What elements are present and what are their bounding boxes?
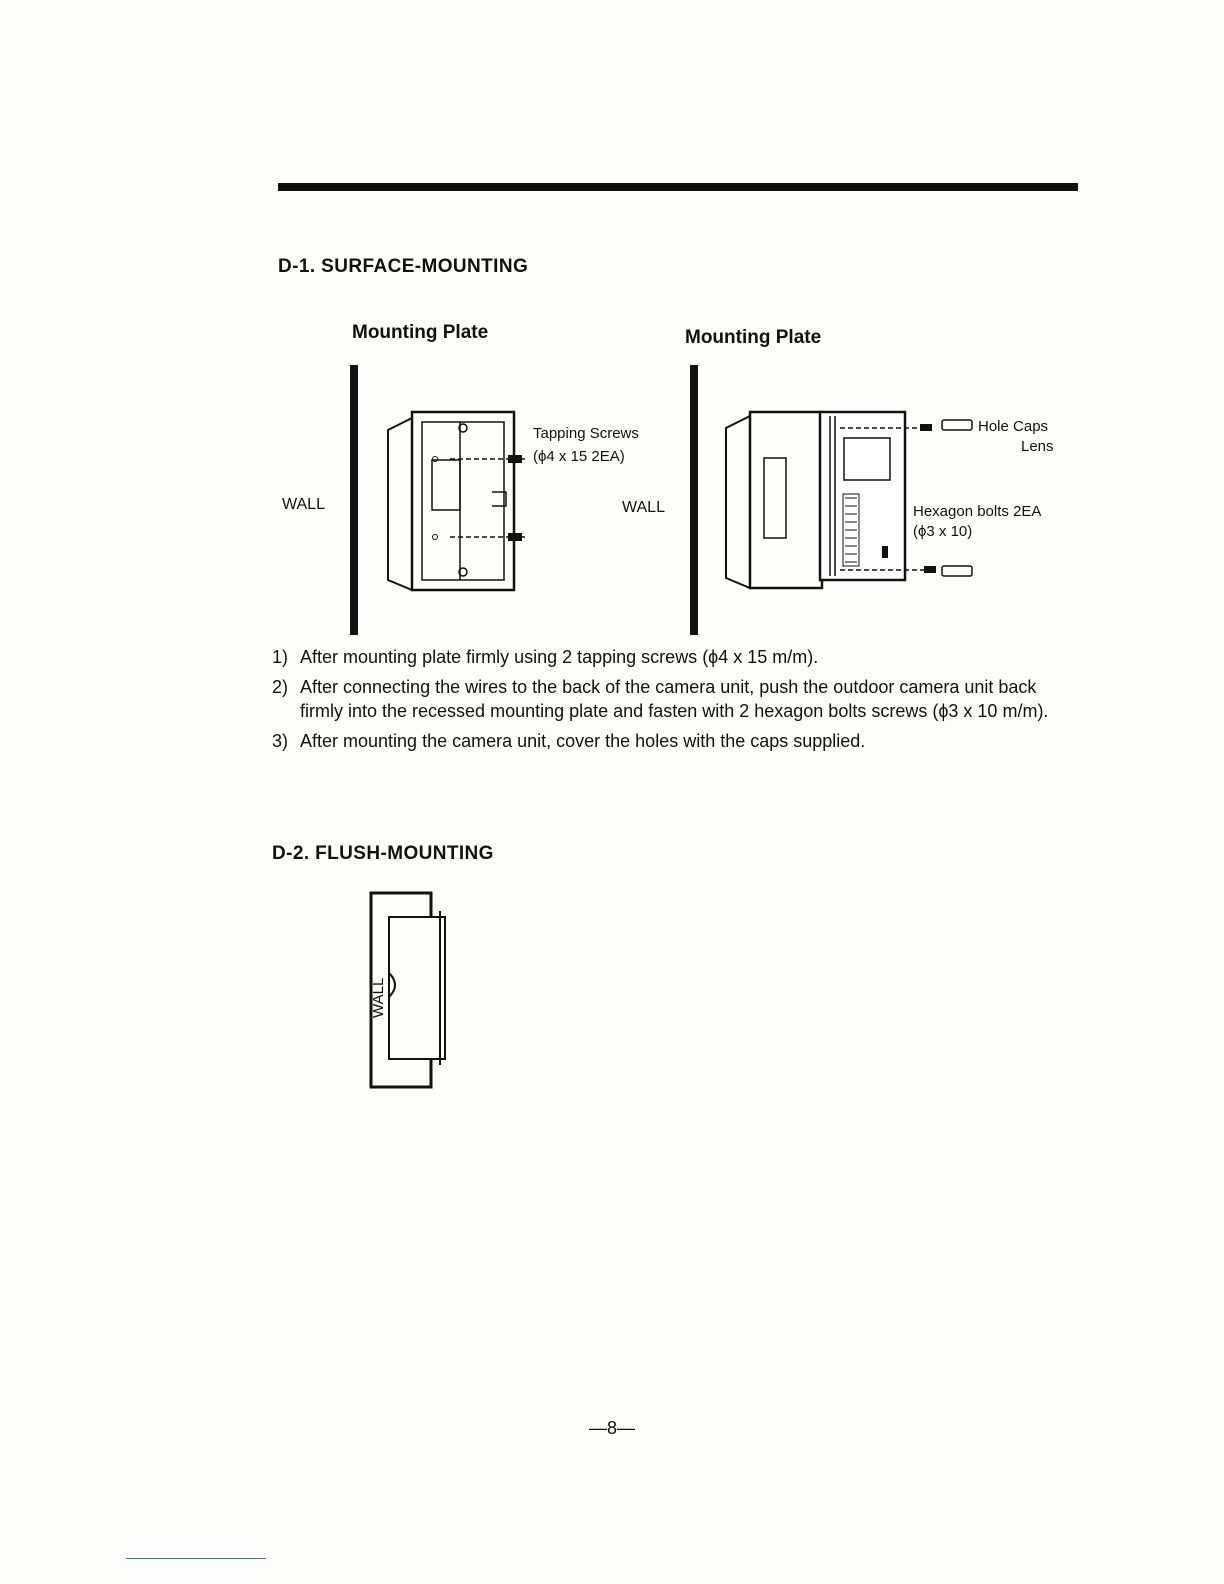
wall-bar [690, 365, 698, 635]
plate-side [388, 418, 412, 590]
step-number: 3) [272, 731, 289, 751]
page-number: —8— [588, 1418, 635, 1438]
step-text: After connecting the wires to the back of the camera unit, push the outdoor camera unit back firmly into the recessed mounting plate and fasten with 2 hexagon bolts screws (ϕ3 x 10 m/m). [300, 677, 1049, 721]
tapping-screws-label: Tapping Screws [533, 425, 639, 442]
left-wall-label: WALL [282, 496, 325, 513]
installation-steps [272, 645, 1072, 759]
section-heading-surface-mounting: D-1. SURFACE-MOUNTING [278, 256, 529, 277]
step-item [272, 729, 1072, 753]
step-text: After mounting the camera unit, cover the holes with the caps supplied. [300, 731, 866, 751]
wall-bar [350, 365, 358, 635]
hexagon-bolts-label: Hexagon bolts 2EA [913, 503, 1042, 520]
step-text: After mounting plate firmly using 2 tapping screws (ϕ4 x 15 m/m). [300, 647, 819, 667]
step-item [272, 675, 1072, 723]
step-number: 2) [272, 677, 289, 697]
flush-wall-label: WALL [370, 977, 387, 1018]
left-figure-title: Mounting Plate [352, 322, 489, 343]
camera-unit [820, 412, 905, 580]
surface-mount-plate-diagram [340, 360, 540, 640]
footer-line [126, 1558, 266, 1559]
camera-unit [389, 917, 445, 1059]
hexagon-bolts-spec: (ϕ3 x 10) [913, 523, 973, 540]
right-figure-title: Mounting Plate [685, 327, 822, 348]
step-number: 1) [272, 647, 289, 667]
surface-mount-camera-diagram [680, 360, 980, 640]
lens-label: Lens [1021, 438, 1054, 455]
step-item [272, 645, 1072, 669]
top-rule [278, 183, 1078, 191]
hole-caps-label: Hole Caps [978, 418, 1049, 435]
knockout-window [432, 460, 460, 510]
section-heading-flush-mounting: D-2. FLUSH-MOUNTING [272, 843, 494, 864]
tapping-screws-spec: (ϕ4 x 15 2EA) [533, 448, 625, 465]
hole-cap-bottom [942, 566, 972, 576]
hole-cap-top [942, 420, 972, 430]
right-wall-label: WALL [622, 499, 665, 516]
plate-body [412, 412, 514, 590]
